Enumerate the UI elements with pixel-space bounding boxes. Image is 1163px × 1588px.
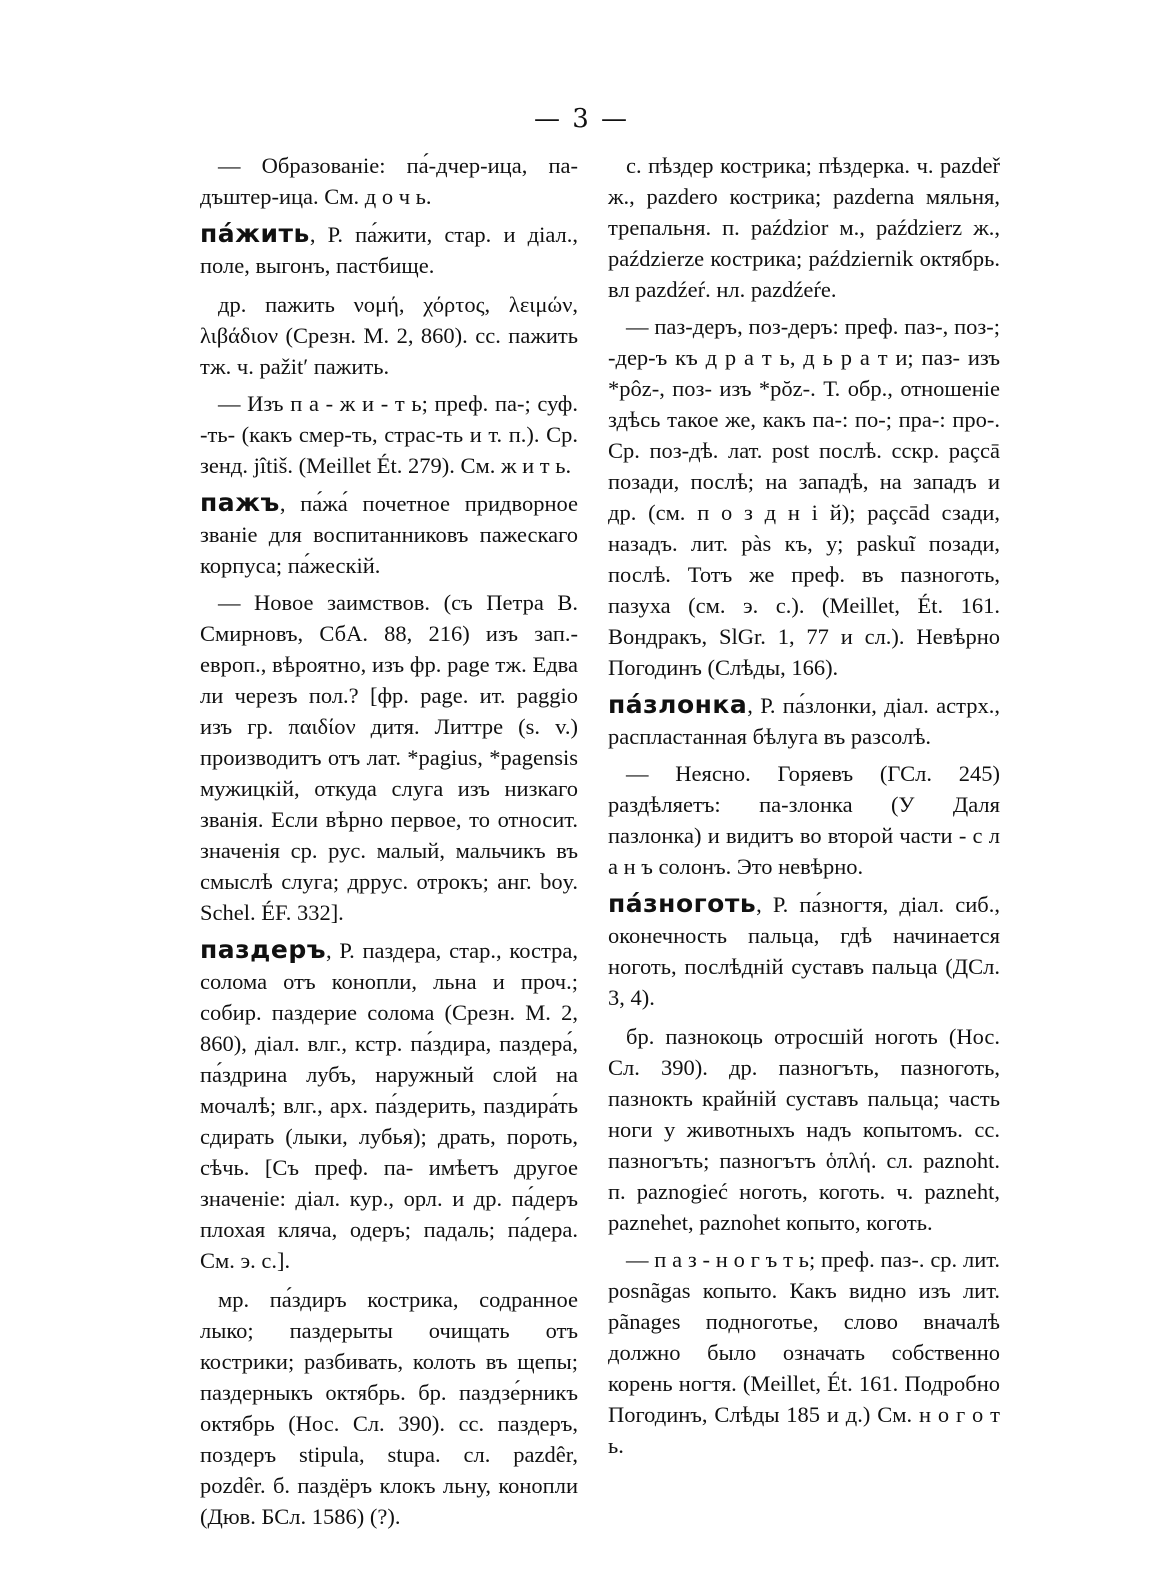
paragraph-etymology: — п а з - н о г ъ т ь; преф. паз-. ср. лит. posnãgas копыто. Какъ видно изъ лит. pãnages подноготье, слово вначалѣ должно было означать собственно корень ногтя. (Meillet, Ét. 161. Подробно Погодинъ, Слѣды 185 и д.) См. н о г о т ь.	[608, 1247, 1000, 1458]
left-column	[200, 150, 578, 1538]
entry-pazder: паздеръ, Р. паздера, стар., костра, солома отъ конопли, льна и проч.; собир. паздерие солома (Срезн. М. 2, 860), діал. влг., кстр. па́здира, паздера́, па́здрина лубъ, наружный слой на мочалѣ; влг., арх. па́здерить, паздира́ть сдирать (лыки, лубья); драть, пороть, сѣчь. [Съ преф. па- имѣетъ другое значеніе: діал. кур., орл. и др. па́деръ плохая кляча, одеръ; падаль; па́дера. См. э. с.].	[200, 935, 578, 1273]
headword: па́жить	[200, 219, 310, 248]
headword: па́зноготь	[608, 889, 757, 918]
page-number: — 3 —	[533, 104, 630, 134]
paragraph-formation: — Образованіе: па́-дчер-ица, па-дъштер-ица. См. д о ч ь.	[200, 153, 578, 209]
paragraph-etymology: — Неясно. Горяевъ (ГСл. 245) раздѣляетъ: па-злонка (У Даля пазлонка) и видитъ во второй части - с л а н ъ солонъ. Это невѣрно.	[608, 761, 1000, 879]
headword: пажъ	[200, 488, 280, 517]
paragraph-etymology: — паз-деръ, поз-деръ: преф. паз-, поз-; -дер-ъ къ д р а т ь, д ь р а т и; паз- изъ *pôz-, поз- изъ *pŏz-. Т. обр., отношеніе здѣсь такое же, какъ па-: по-; пра-: про-. Ср. поз-дѣ. лат. post послѣ. сскр. paçcā позади, послѣ; на западѣ, на западъ и др. (см. п о з д н і й); paçcād сзади, назадъ. лит. pàs къ, у; paskuĩ позади, послѣ. Тотъ же преф. въ пазноготь, пазуха (см. э. с.). (Meillet, Ét. 161. Вондракъ, SlGr. 1, 77 и сл.). Невѣрно Погодинъ (Слѣды, 166).	[608, 314, 1000, 680]
paragraph-etymology: — Изъ п а - ж и - т ь; преф. па-; суф. -ть- (какъ смер-ть, страс-ть и т. п.). Ср. зенд. jîtiš. (Meillet Ét. 279). См. ж и т ь.	[200, 391, 578, 478]
headword: паздеръ	[200, 935, 326, 964]
paragraph-cognates: бр. пазнокоць отросшій ноготь (Нос. Сл. 390). др. пазногъть, пазноготь, пазнокть крайній суставъ пальца; часть ноги у животныхъ надъ копытомъ. сс. пазногъть; пазногътъ ὁπλή. сл. paznoht. п. paznogieć ноготь, коготь. ч. pazneht, paznehet, paznohet копыто, коготь.	[608, 1024, 1000, 1235]
paragraph-cognates: др. пажить νομή, χόρτος, λειμών, λιβάδιον (Срезн. М. 2, 860). сс. пажить тж. ч. pažit′ пажить.	[200, 292, 578, 379]
paragraph-etymology: — Новое заимствов. (съ Петра В. Смирновъ, СбА. 88, 216) изъ зап.-европ., вѣроятно, изъ фр. page тж. Едва ли черезъ пол.? [фр. page. ит. paggio изъ гр. παιδίον дитя. Литтре (s. v.) производитъ отъ лат. *pagius, *pagensis мужицкій, откуда слуга изъ низкаго званія. Если вѣрно первое, то относит. значенія ср. рус. малый, мальчикъ въ смыслѣ слуга; дррус. отрокъ; анг. boy. Schel. ÉF. 332].	[200, 590, 578, 925]
paragraph-cognates: мр. па́здиръ кострика, содранное лыко; паздерыты очищать отъ кострики; разбивать, колоть въ щепы; паздерныкъ октябрь. бр. паздзе́рникъ октябрь (Нос. Сл. 390). сс. паздеръ, поздеръ stipula, stupa. сл. pazdêr, pozdêr. б. паздёръ клокъ льну, конопли (Дюв. БСл. 1586) (?).	[200, 1287, 578, 1529]
right-column	[608, 150, 1000, 1467]
paragraph-cognates: с. пѣздер кострика; пѣздерка. ч. pazdeř ж., pazdero кострика; pazderna мяльня, трепальня. п. paździor м., paździerz ж., paździerze кострика; październik октябрь. вл pazdźeŕ. нл. pazdźeŕe.	[608, 153, 1000, 302]
entry-pazlonka: па́злонка, Р. па́злонки, діал. астрх., распластанная бѣлуга въ разсолѣ.	[608, 690, 1000, 749]
headword: па́злонка	[608, 690, 748, 719]
entry-pazh: пажъ, па́жа́ почетное придворное званіе для воспитанниковъ пажескаго корпуса; па́жескій.	[200, 488, 578, 578]
entry-pazhit: па́жить, Р. па́жити, стар. и діал., поле, выгонъ, пастбище.	[200, 219, 578, 278]
entry-paznogot: па́зноготь, Р. па́зногтя, діал. сиб., оконечность пальца, гдѣ начинается ноготь, послѣдній суставъ пальца (ДСл. 3, 4).	[608, 889, 1000, 1010]
